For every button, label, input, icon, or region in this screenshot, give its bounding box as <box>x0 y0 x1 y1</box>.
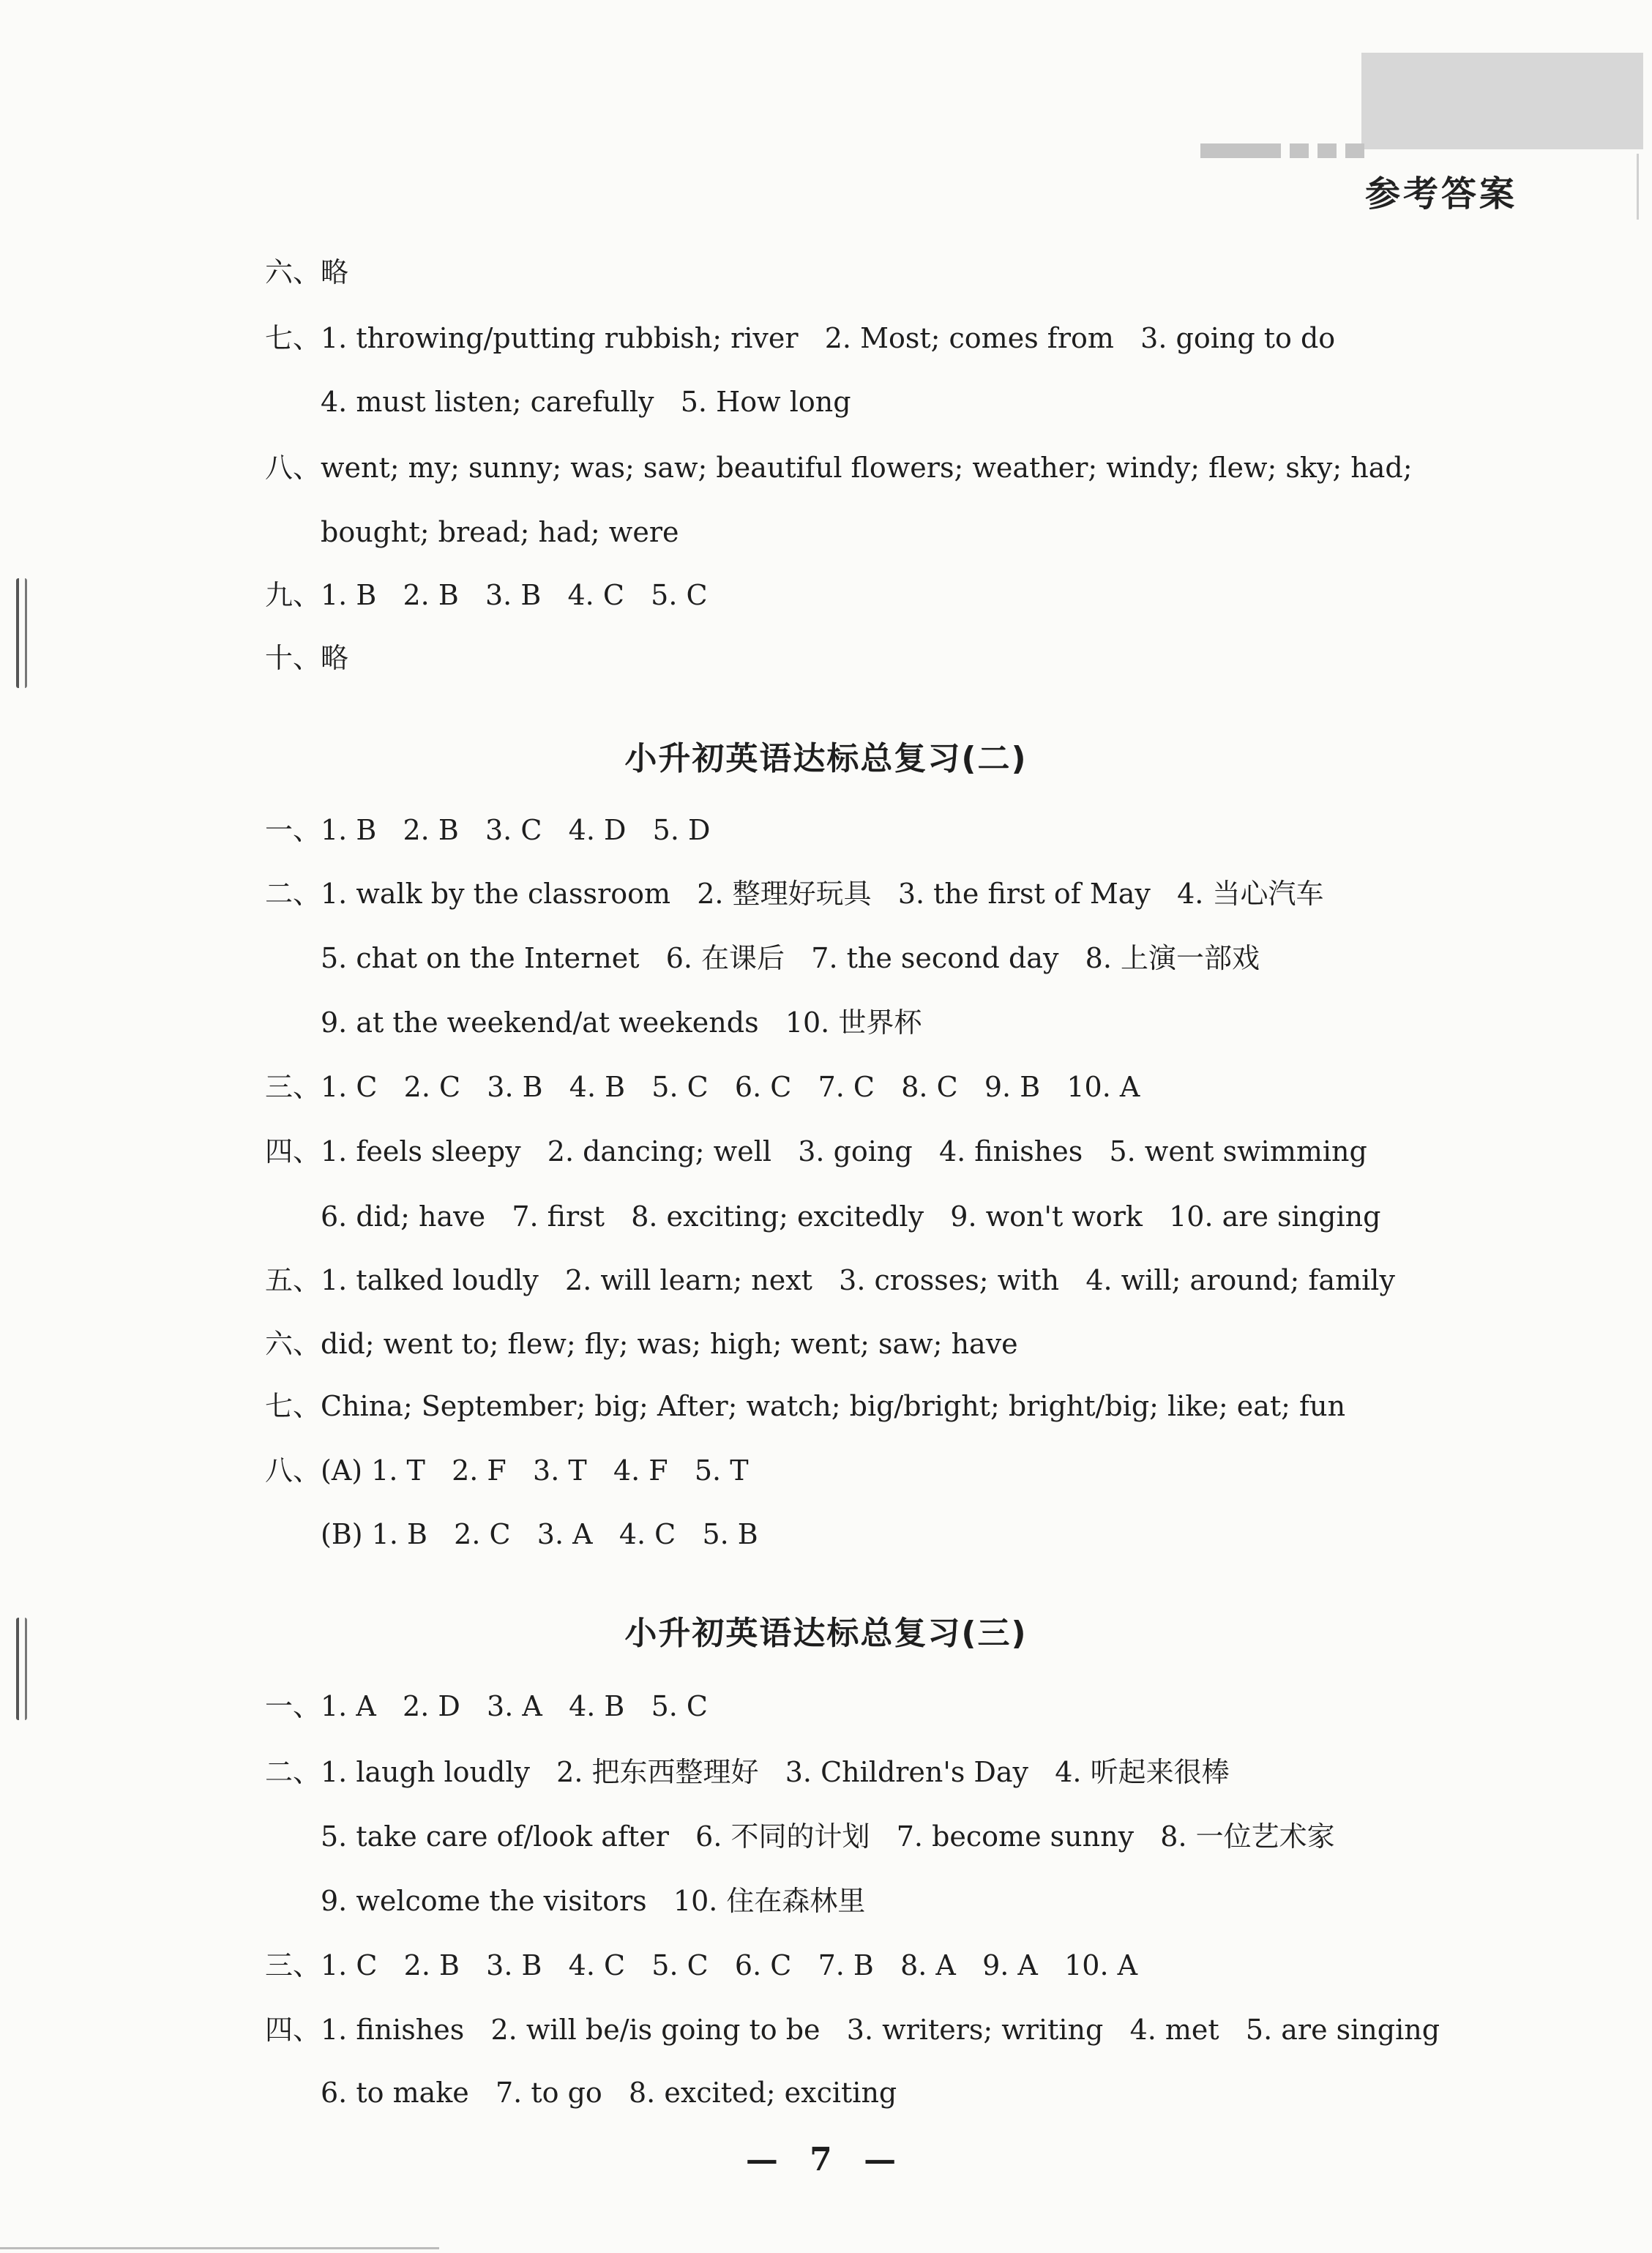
header-stripe <box>1345 143 1364 158</box>
answer-line: 二、1. walk by the classroom 2. 整理好玩具 3. the first of May 4. 当心汽车 <box>265 878 1324 910</box>
answer-line: (B) 1. B 2. C 3. A 4. C 5. B <box>321 1518 758 1550</box>
answer-line: 七、1. throwing/putting rubbish; river 2. Most; comes from 3. going to do <box>265 322 1336 354</box>
header-stripe <box>1290 143 1309 158</box>
answer-line: 四、1. feels sleepy 2. dancing; well 3. going 4. finishes 5. went swimming <box>265 1135 1367 1167</box>
answer-line: bought; bread; had; were <box>321 516 679 548</box>
section-title: 小升初英语达标总复习(三) <box>624 1615 1028 1652</box>
answer-line: 七、China; September; big; After; watch; big/bright; bright/big; like; eat; fun <box>265 1390 1346 1422</box>
answer-line: 一、1. A 2. D 3. A 4. B 5. C <box>265 1690 708 1722</box>
answer-line: 5. take care of/look after 6. 不同的计划 7. become sunny 8. 一位艺术家 <box>321 1820 1335 1853</box>
header-stripe <box>1200 143 1281 158</box>
answer-line: 五、1. talked loudly 2. will learn; next 3. crosses; with 4. will; around; family <box>265 1264 1395 1296</box>
answer-line: 六、did; went to; flew; fly; was; high; went; saw; have <box>265 1328 1018 1360</box>
bottom-rule <box>0 2247 439 2249</box>
header-label: 参考答案 <box>1365 173 1518 214</box>
answer-line: 九、1. B 2. B 3. B 4. C 5. C <box>265 579 708 611</box>
answer-line: 三、1. C 2. B 3. B 4. C 5. C 6. C 7. B 8. A 9. A 10. A <box>265 1949 1138 1981</box>
answer-line: 9. at the weekend/at weekends 10. 世界杯 <box>321 1006 922 1039</box>
binding-mark <box>16 578 27 688</box>
answer-line: 4. must listen; carefully 5. How long <box>321 386 851 418</box>
header-decoration <box>1361 53 1643 149</box>
section-title: 小升初英语达标总复习(二) <box>624 740 1028 777</box>
answer-line: 9. welcome the visitors 10. 住在森林里 <box>321 1885 866 1917</box>
answer-line: 5. chat on the Internet 6. 在课后 7. the second day 8. 上演一部戏 <box>321 942 1260 974</box>
page-number: — 7 — <box>745 2141 907 2178</box>
answer-line: 十、略 <box>265 642 349 674</box>
answer-line: 八、went; my; sunny; was; saw; beautiful flowers; weather; windy; flew; sky; had; <box>265 452 1413 484</box>
answer-line: 二、1. laugh loudly 2. 把东西整理好 3. Children's Day 4. 听起来很棒 <box>265 1756 1230 1788</box>
answer-line: 八、(A) 1. T 2. F 3. T 4. F 5. T <box>265 1454 749 1487</box>
answer-line: 三、1. C 2. C 3. B 4. B 5. C 6. C 7. C 8. C 9. B 10. A <box>265 1071 1140 1103</box>
answer-line: 6. to make 7. to go 8. excited; exciting <box>321 2077 897 2109</box>
answer-line: 一、1. B 2. B 3. C 4. D 5. D <box>265 814 711 846</box>
answer-line: 六、略 <box>265 256 349 288</box>
header-stripe <box>1318 143 1337 158</box>
header-side-rule <box>1637 154 1639 220</box>
answer-line: 四、1. finishes 2. will be/is going to be 3. writers; writing 4. met 5. are singing <box>265 2014 1440 2046</box>
answer-line: 6. did; have 7. first 8. exciting; excitedly 9. won't work 10. are singing <box>321 1200 1381 1233</box>
